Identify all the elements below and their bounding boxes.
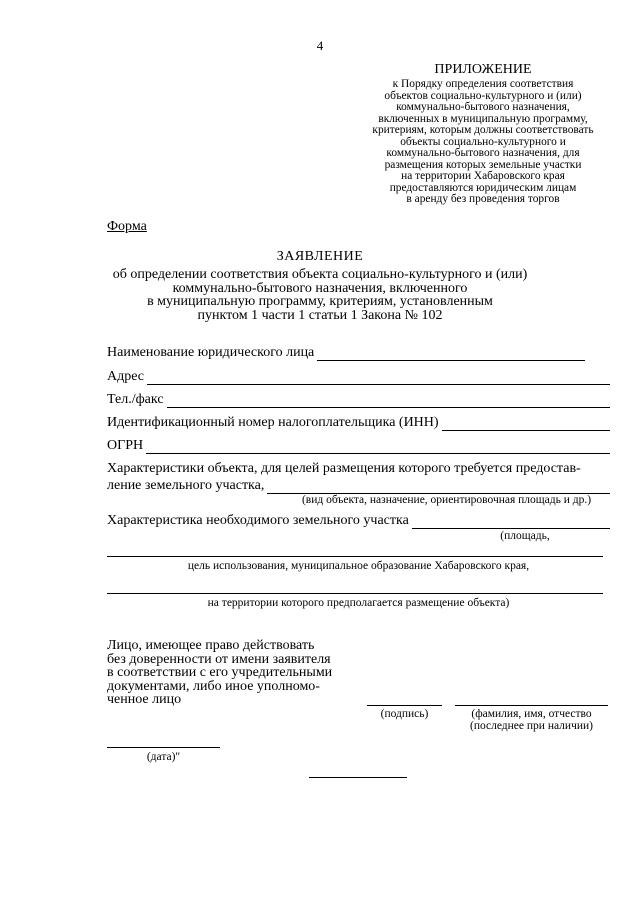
land-purpose-line[interactable] xyxy=(107,556,603,557)
object-characteristics-row xyxy=(107,477,610,494)
appendix-line: коммунально-бытового назначения, xyxy=(396,101,570,113)
land-territory-line[interactable] xyxy=(107,593,603,594)
legal-entity-name-row xyxy=(107,344,610,361)
closing-divider xyxy=(309,777,407,778)
page-number: 4 xyxy=(316,38,324,53)
document-subtitle xyxy=(0,268,640,322)
object-characteristics-label: ление земельного участка, xyxy=(107,478,265,493)
subtitle-line: в муниципальную программу, критериям, установленным xyxy=(147,294,493,310)
land-characteristics-label: Характеристика необходимого земельного участка xyxy=(107,513,409,528)
appendix-line: включенных в муниципальную программу, xyxy=(378,112,588,125)
address-row xyxy=(107,368,610,385)
appendix-line: к Порядку определения соответствия xyxy=(392,78,574,90)
appendix-line: предоставляются юридическим лицам xyxy=(389,181,577,194)
signatory-line: документами, либо иное уполномо- xyxy=(107,678,320,694)
signatory-line: в соответствии с его учредительными xyxy=(107,665,333,680)
date-line[interactable] xyxy=(107,747,220,748)
inn-row xyxy=(107,414,610,431)
legal-entity-name-field[interactable] xyxy=(317,347,585,361)
appendix-line: объектов социально-культурного и (или) xyxy=(384,89,582,102)
inn-field[interactable] xyxy=(442,417,610,431)
appendix-line: объекты социально-культурного и xyxy=(400,135,566,148)
signature-line[interactable] xyxy=(367,705,442,706)
appendix-line: критериям, которым должны соответствовать xyxy=(372,124,594,136)
address-field[interactable] xyxy=(147,371,610,385)
document-title: ЗАЯВЛЕНИЕ xyxy=(276,249,364,264)
ogrn-row xyxy=(107,437,610,454)
full-name-hint-line: (фамилия, имя, отчество xyxy=(471,708,592,720)
full-name-hint xyxy=(453,708,610,732)
land-hint-area: (площадь, xyxy=(500,530,550,542)
date-hint: (дата)" xyxy=(146,751,181,763)
address-label: Адрес xyxy=(107,369,145,384)
appendix-text xyxy=(340,79,626,206)
land-characteristics-row xyxy=(107,512,610,529)
signature-hint: (подпись) xyxy=(380,708,429,720)
ogrn-field[interactable] xyxy=(146,440,610,454)
subtitle-line: пунктом 1 части 1 статьи 1 Закона № 102 xyxy=(197,307,443,323)
signatory-text xyxy=(107,639,357,707)
phone-fax-label: Тел./факс xyxy=(107,392,164,407)
form-label: Форма xyxy=(107,219,147,234)
inn-label: Идентификационный номер налогоплательщика (ИНН) xyxy=(107,415,439,430)
land-characteristics-field[interactable] xyxy=(412,515,610,529)
land-hint-purpose: цель использования, муниципальное образование Хабаровского края, xyxy=(187,560,530,572)
ogrn-label: ОГРН xyxy=(107,438,144,453)
phone-fax-field[interactable] xyxy=(167,394,610,408)
subtitle-line: об определении соответствия объекта социально-культурного и (или) xyxy=(112,267,528,282)
appendix-line: размещения которых земельные участки xyxy=(384,158,582,171)
full-name-line[interactable] xyxy=(455,705,608,706)
appendix-line: в аренду без проведения торгов xyxy=(406,193,560,205)
object-characteristics-field[interactable] xyxy=(267,480,610,494)
land-hint-territory: на территории которого предполагается размещение объекта) xyxy=(207,597,510,609)
appendix-line: на территории Хабаровского края xyxy=(401,170,565,182)
object-characteristics-hint: (вид объекта, назначение, ориентировочная площадь и др.) xyxy=(301,494,592,506)
object-characteristics-line1: Характеристики объекта, для целей размещения которого требуется предостав- xyxy=(107,461,581,476)
signatory-line: без доверенности от имени заявителя xyxy=(107,651,331,667)
signatory-line: ченное лицо xyxy=(107,692,182,707)
appendix-line: коммунально-бытового назначения, для xyxy=(386,147,580,159)
phone-fax-row xyxy=(107,391,610,408)
full-name-hint-line: (последнее при наличии) xyxy=(469,720,593,732)
subtitle-line: коммунально-бытового назначения, включенного xyxy=(172,280,468,296)
signatory-line: Лицо, имеющее право действовать xyxy=(107,638,315,653)
appendix-title: ПРИЛОЖЕНИЕ xyxy=(434,62,532,77)
legal-entity-name-label: Наименование юридического лица xyxy=(107,345,315,360)
